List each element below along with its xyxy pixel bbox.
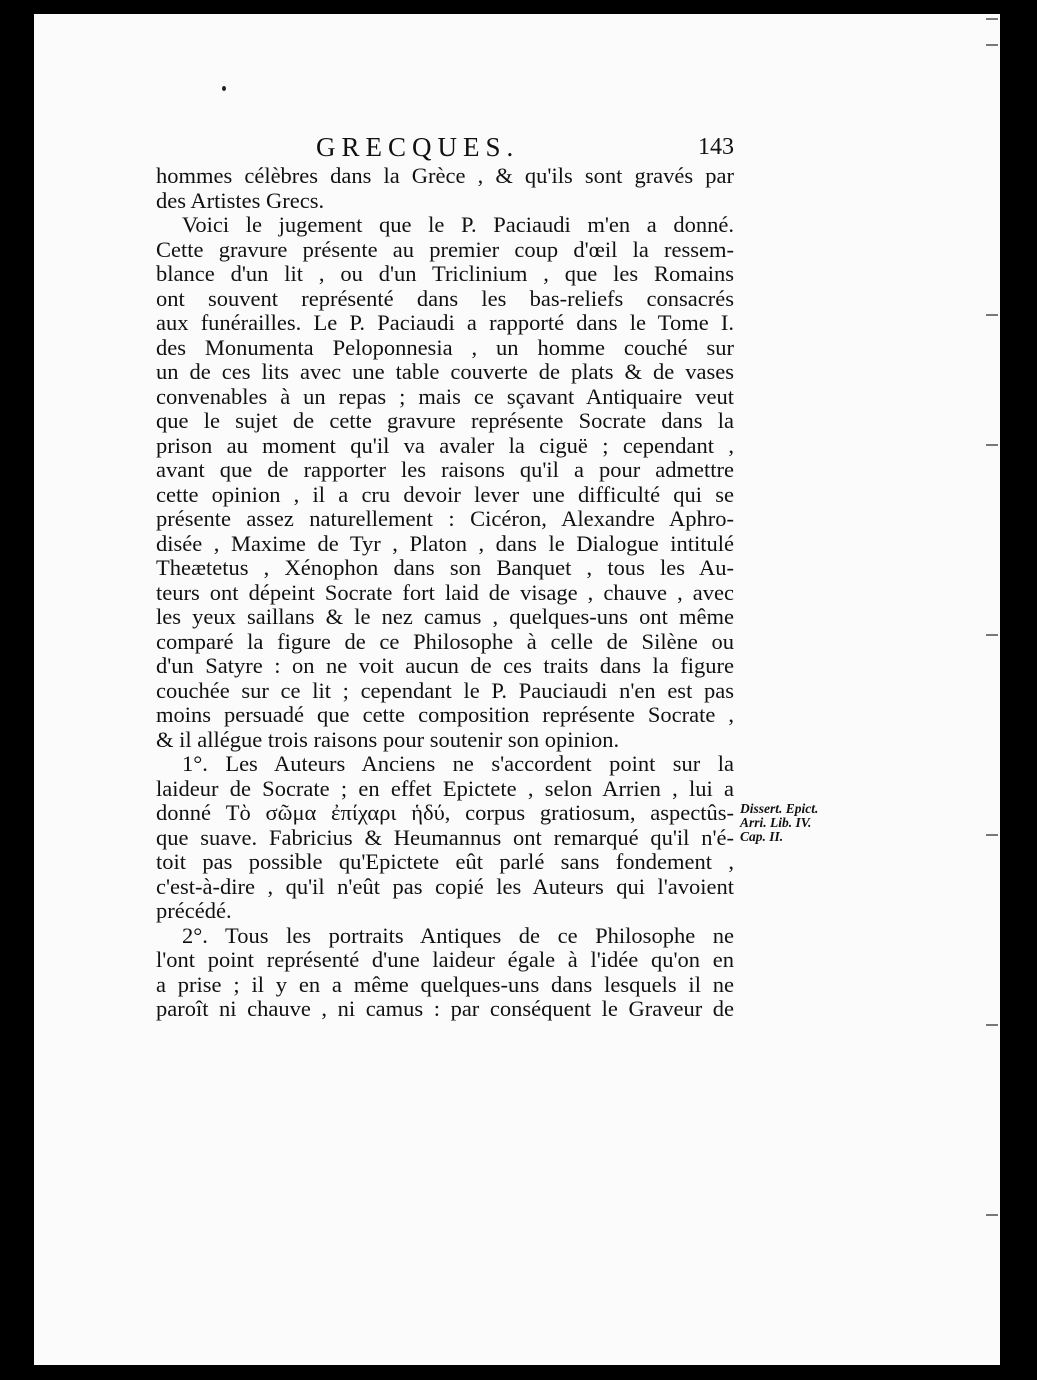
text-line: c'est-à-dire , qu'il n'eût pas copié les Auteurs qui l'avoient bbox=[156, 874, 734, 899]
margin-note-line: Dissert. Epict. bbox=[740, 801, 819, 816]
text-line: avant que de rapporter les raisons qu'il a pour admettre bbox=[156, 458, 734, 482]
text-line: que suave. Fabricius & Heumannus ont remarqué qu'il n'é- bbox=[156, 825, 734, 850]
text-line: teurs ont dépeint Socrate fort laid de visage , chauve , avec bbox=[156, 580, 734, 605]
text-line: l'ont point représenté d'une laideur égale à l'idée qu'on en bbox=[156, 948, 734, 972]
text-line: 2°. Tous les portraits Antiques de ce Philosophe ne bbox=[182, 923, 734, 948]
text-line: hommes célèbres dans la Grèce , & qu'ils sont gravés par bbox=[156, 164, 734, 188]
edge-mark bbox=[986, 18, 998, 20]
edge-mark bbox=[986, 44, 998, 46]
text-line: laideur de Socrate ; en effet Epictete , selon Arrien , lui a bbox=[156, 776, 734, 801]
text-line: ont souvent représenté dans les bas-reliefs consacrés bbox=[156, 286, 734, 311]
book-page bbox=[34, 14, 1000, 1365]
text-line: aux funérailles. Le P. Paciaudi a rapporté dans le Tome I. bbox=[156, 311, 734, 335]
page-header bbox=[156, 132, 734, 166]
edge-mark bbox=[986, 444, 998, 446]
text-line: Voici le jugement que le P. Paciaudi m'en a donné. bbox=[182, 213, 734, 237]
text-line: Cette gravure présente au premier coup d'œil la ressem- bbox=[156, 237, 734, 262]
text-line: paroît ni chauve , ni camus : par conséquent le Graveur de bbox=[156, 997, 734, 1021]
body-text bbox=[156, 164, 734, 1022]
text-line: blance d'un lit , ou d'un Triclinium , que les Romains bbox=[156, 262, 734, 286]
text-line: que le sujet de cette gravure représente Socrate dans la bbox=[156, 409, 734, 433]
text-line: les yeux saillans & le nez camus , quelques-uns ont même bbox=[156, 605, 734, 629]
text-line: 1°. Les Auteurs Anciens ne s'accordent point sur la bbox=[182, 752, 734, 776]
text-line: un de ces lits avec une table couverte de plats & de vases bbox=[156, 360, 734, 384]
text-line: précédé. bbox=[156, 899, 232, 923]
edge-mark bbox=[986, 834, 998, 836]
text-line: couchée sur ce lit ; cependant le P. Pauciaudi n'en est pas bbox=[156, 678, 734, 703]
edge-mark bbox=[986, 1024, 998, 1026]
page-number: 143 bbox=[698, 134, 734, 160]
text-line: a prise ; il y en a même quelques-uns dans lesquels il ne bbox=[156, 972, 734, 997]
text-line: donné Τὸ σῶμα ἐπίχαρι ἡδύ, corpus gratiosum, aspectûs- bbox=[156, 801, 734, 825]
text-line: moins persuadé que cette composition représente Socrate , bbox=[156, 703, 734, 727]
text-line: convenables à un repas ; mais ce sçavant Antiquaire veut bbox=[156, 384, 734, 409]
text-line: d'un Satyre : on ne voit aucun de ces traits dans la figure bbox=[156, 654, 734, 678]
margin-note-line: Cap. II. bbox=[740, 829, 784, 844]
text-line: prison au moment qu'il va avaler la ciguë ; cependant , bbox=[156, 433, 734, 458]
margin-note-line: Arri. Lib. IV. bbox=[740, 815, 812, 830]
text-line: comparé la figure de ce Philosophe à celle de Silène ou bbox=[156, 629, 734, 654]
text-line: disée , Maxime de Tyr , Platon , dans le Dialogue intitulé bbox=[156, 531, 734, 556]
text-line: des Monumenta Peloponnesia , un homme couché sur bbox=[156, 335, 734, 360]
edge-mark bbox=[986, 634, 998, 636]
text-line: des Artistes Grecs. bbox=[156, 188, 325, 213]
text-line: présente assez naturellement : Cicéron, Alexandre Aphro- bbox=[156, 507, 734, 531]
text-line: cette opinion , il a cru devoir lever une difficulté qui se bbox=[156, 482, 734, 507]
text-line: & il allégue trois raisons pour soutenir son opinion. bbox=[156, 727, 620, 752]
edge-mark bbox=[986, 314, 998, 316]
ink-speck bbox=[222, 86, 226, 91]
text-line: Theætetus , Xénophon dans son Banquet , tous les Au- bbox=[156, 556, 734, 580]
margin-note bbox=[740, 802, 860, 844]
text-line: toit pas possible qu'Epictete eût parlé sans fondement , bbox=[156, 850, 734, 874]
edge-mark bbox=[986, 1214, 998, 1216]
running-head: GRECQUES. bbox=[316, 132, 520, 162]
